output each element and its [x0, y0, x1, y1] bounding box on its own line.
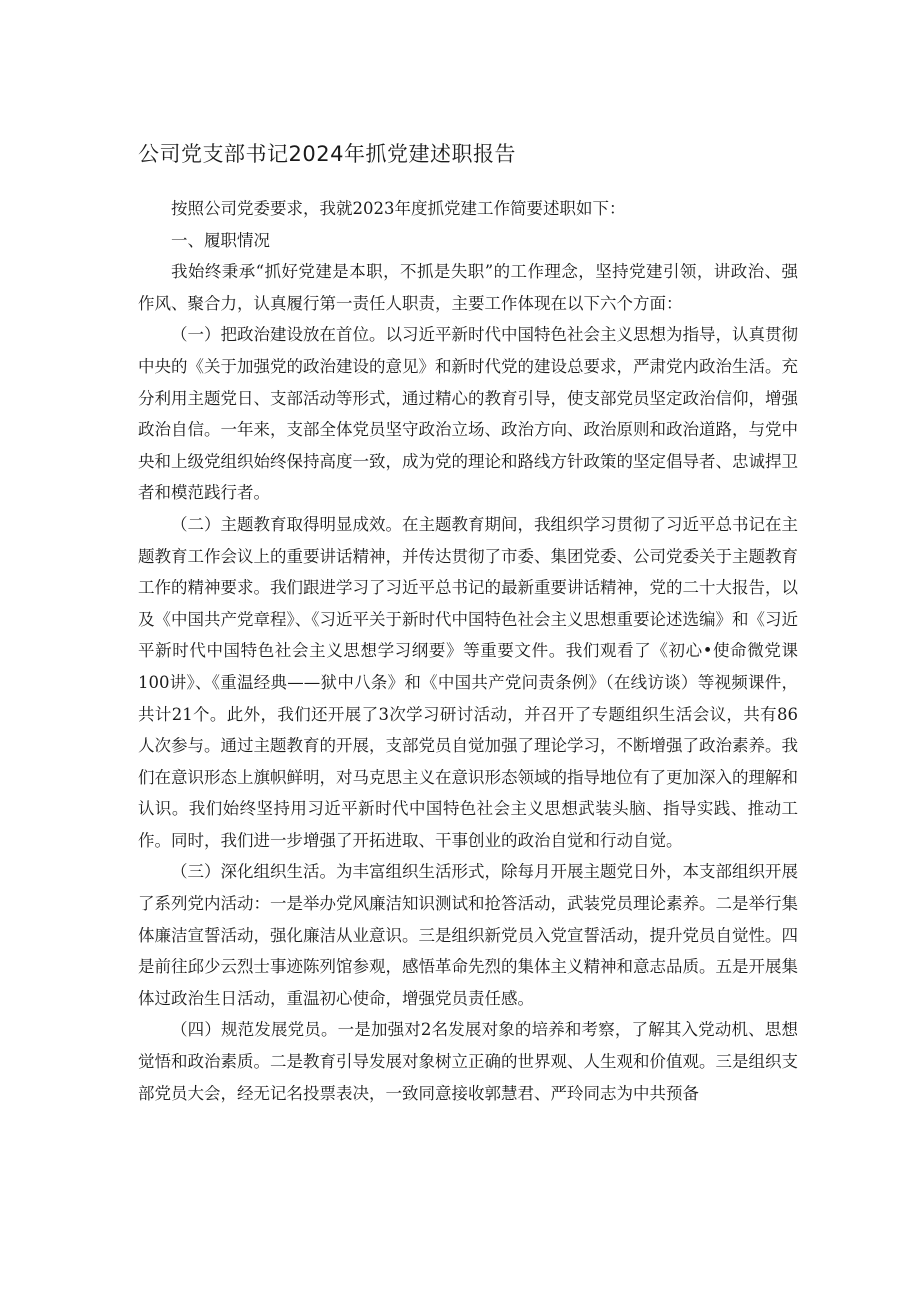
document-body [138, 193, 798, 1109]
paragraph-political-construction: （一）把政治建设放在首位。以习近平新时代中国特色社会主义思想为指导，认真贯彻中央的《关于加强党的政治建设的意见》和新时代党的建设总要求，严肃党内政治生活。充分利用主题党日、支部活动等形式，通过精心的教育引导，使支部党员坚定政治信仰，增强政治自信。一年来，支部全体党员坚守政治立场、政治方向、政治原则和政治道路，与党中央和上级党组织始终保持高度一致，成为党的理论和路线方针政策的坚定倡导者、忠诚捍卫者和模范践行者。 [138, 325, 798, 503]
paragraph-overview: 我始终秉承“抓好党建是本职，不抓是失职”的工作理念，坚持党建引领，讲政治、强作风、聚合力，认真履行第一责任人职责，主要工作体现在以下六个方面： [138, 262, 798, 313]
paragraph-party-member-development: （四）规范发展党员。一是加强对2名发展对象的培养和考察，了解其入党动机、思想觉悟和政治素质。二是教育引导发展对象树立正确的世界观、人生观和价值观。三是组织支部党员大会，经无记名投票表决，一致同意接收郭慧君、严玲同志为中共预备 [138, 1020, 798, 1103]
paragraph-organizational-life: （三）深化组织生活。为丰富组织生活形式，除每月开展主题党日外，本支部组织开展了系列党内活动：一是举办党风廉洁知识测试和抢答活动，武装党员理论素养。二是举行集体廉洁宣誓活动，强化廉洁从业意识。三是组织新党员入党宣誓活动，提升党员自觉性。四是前往邱少云烈士事迹陈列馆参观，感悟革命先烈的集体主义精神和意志品质。五是开展集体过政治生日活动，重温初心使命，增强党员责任感。 [138, 862, 798, 1008]
paragraph-intro: 按照公司党委要求，我就2023年度抓党建工作简要述职如下： [171, 199, 626, 218]
document-title: 公司党支部书记2024年抓党建述职报告 [138, 142, 516, 166]
section-heading-performance: 一、履职情况 [171, 230, 270, 250]
paragraph-theme-education: （二）主题教育取得明显成效。在主题教育期间，我组织学习贯彻了习近平总书记在主题教育工作会议上的重要讲话精神，并传达贯彻了市委、集团党委、公司党委关于主题教育工作的精神要求。我们跟进学习了习近平总书记的最新重要讲话精神，党的二十大报告，以及《中国共产党章程》、《习近平关于新时代中国特色社会主义思想重要论述选编》和《习近平新时代中国特色社会主义思想学习纲要》等重要文件。我们观看了《初心•使命微党课100讲》、《重温经典——狱中八条》和《中国共产党问责条例》（在线访谈）等视频课件，共计21个。此外，我们还开展了3次学习研讨活动，并召开了专题组织生活会议，共有86人次参与。通过主题教育的开展，支部党员自觉加强了理论学习，不断增强了政治素养。我们在意识形态上旗帜鲜明，对马克思主义在意识形态领域的指导地位有了更加深入的理解和认识。我们始终坚持用习近平新时代中国特色社会主义思想武装头脑、指导实践、推动工作。同时，我们进一步增强了开拓进取、干事创业的政治自觉和行动自觉。 [138, 514, 798, 850]
